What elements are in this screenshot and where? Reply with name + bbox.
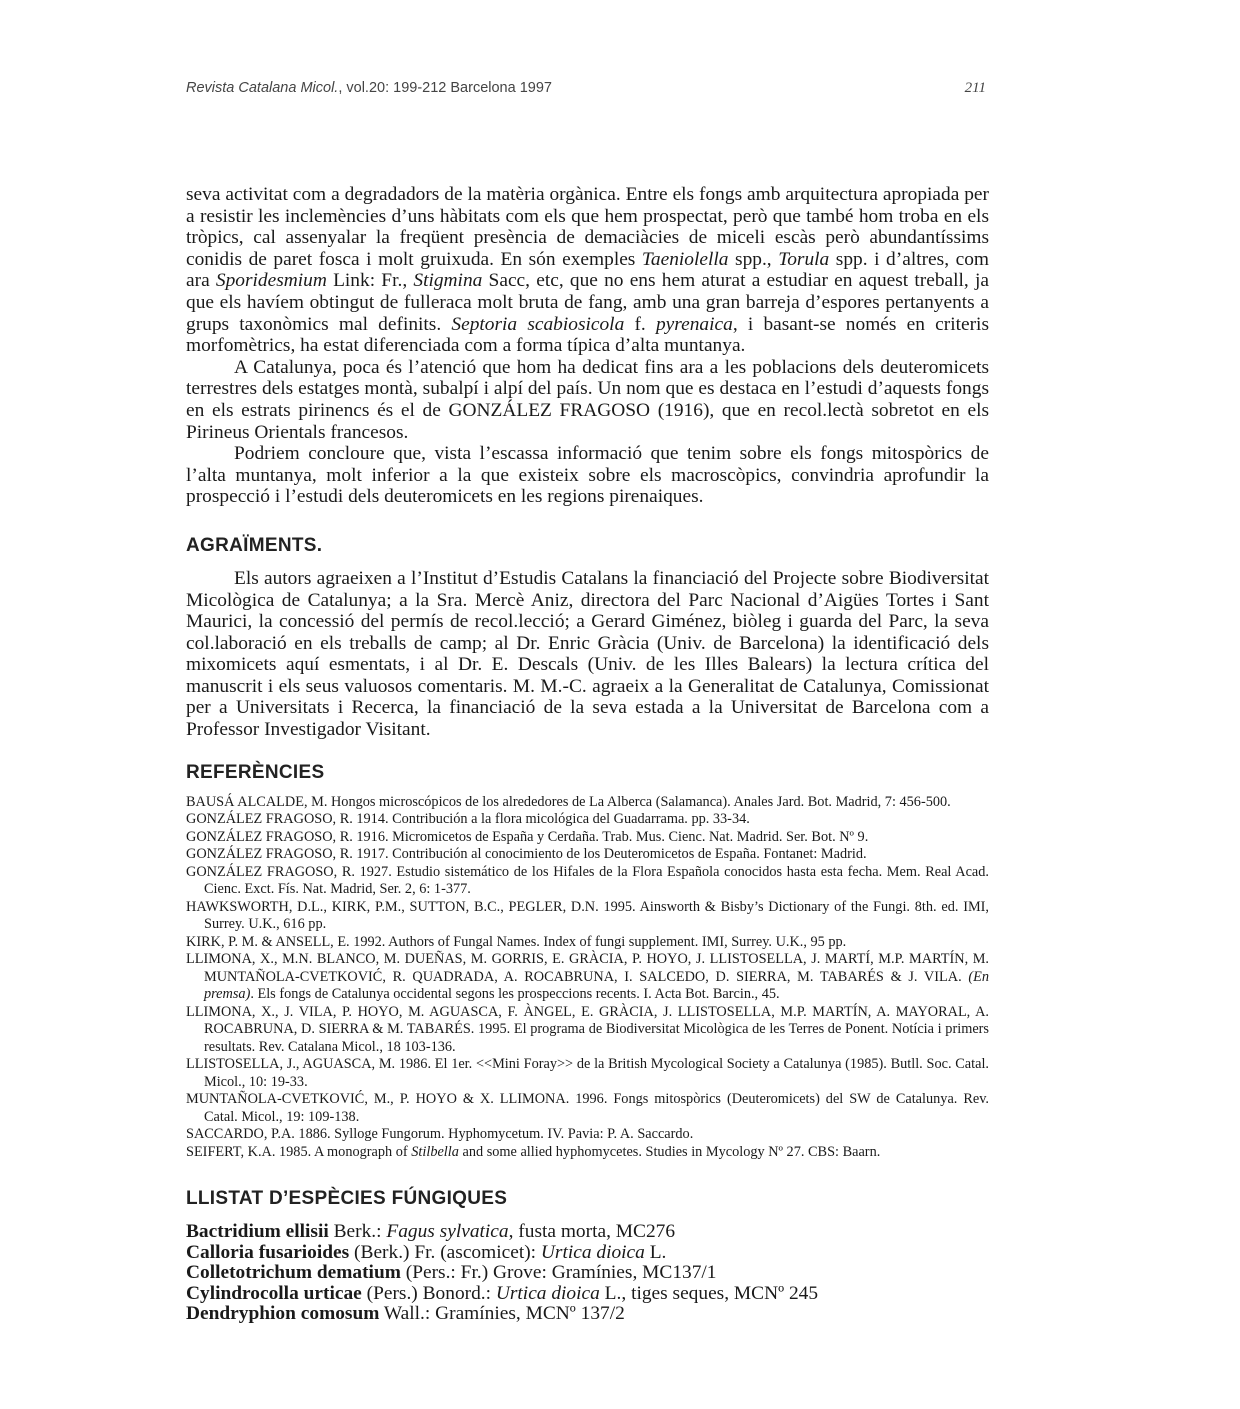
journal-details: , vol.20: 199-212 Barcelona 1997 [338, 80, 552, 96]
page-number: 211 [964, 80, 986, 96]
italic-text: Urtica dioica [495, 1282, 600, 1304]
reference-item: LLIMONA, X., M.N. BLANCO, M. DUEÑAS, M. GORRIS, E. GRÀCIA, P. HOYO, J. LLISTOSELLA, J. MARTÍ, M.P. MARTÍN, M. MUNTAÑOLA-CVETKOVIĆ, R. QUADRADA, A. ROCABRUNA, I. SALCEDO, D. SIERRA, M. TABARÉS & J. VILA. (En premsa). Els fongs de Catalunya occidental segons les prospeccions recents. I. Acta Bot. Barcin., 45. [186, 951, 989, 1003]
reference-item: BAUSÁ ALCALDE, M. Hongos microscópicos de los alrededores de La Alberca (Salamanca). Anales Jard. Bot. Madrid, 7: 456-500. [186, 793, 951, 810]
reference-item: LLISTOSELLA, J., AGUASCA, M. 1986. El 1er. <<Mini Foray>> de la British Mycological Society a Catalunya (1985). Butll. Soc. Catal. Micol., 10: 19-33. [186, 1056, 989, 1090]
body-paragraph-1: seva activitat com a degradadors de la matèria orgànica. Entre els fongs amb arquitectura apropiada per a resistir les inclemències d’uns hàbitats com els que hem prospectat, però que també hom troba en els tròpics, cal assenyalar la freqüent presència de demaciàcies de miceli escàs però abundantíssims conidis de paret fosca i molt gruixuda. En són exemples Taeniolella spp., Torula spp. i d’altres, com ara Sporidesmium Link: Fr., Stigmina Sacc, etc, que no ens hem aturat a estudiar en aquest treball, ja que els havíem obtingut de fulleraca molt bruta de fang, amb una gran barreja d’espores pertanyents a grups taxonòmics mal definits. Septoria scabiosicola f. pyrenaica, i basant-se només en criteris morfomètrics, ha estat diferenciada com a forma típica d’alta muntanya. [186, 184, 989, 357]
journal-name: Revista Catalana Micol. [186, 80, 339, 96]
species-entry: Calloria fusarioides (Berk.) Fr. (ascomicet): Urtica dioica L. [186, 1241, 667, 1263]
running-header [186, 80, 986, 96]
reference-item: GONZÁLEZ FRAGOSO, R. 1927. Estudio sistemático de los Hifales de la Flora Española conocidos hasta esta fecha. Mem. Real Acad. Cienc. Exct. Fís. Nat. Madrid, Ser. 2, 6: 1-377. [186, 863, 989, 898]
species-list [186, 1222, 989, 1325]
italic-text: (En premsa) [204, 968, 989, 1003]
reference-item: LLIMONA, X., J. VILA, P. HOYO, M. AGUASCA, F. ÀNGEL, E. GRÀCIA, J. LLISTOSELLA, M.P. MARTÍN, A. MAYORAL, A. ROCABRUNA, D. SIERRA & M. TABARÉS. 1995. El programa de Biodiversitat Micològica de les Terres de Ponent. Notícia i primers resultats. Rev. Catalana Micol., 18 103-136. [186, 1003, 989, 1055]
article-body [186, 184, 989, 1325]
reference-item: GONZÁLEZ FRAGOSO, R. 1914. Contribución a la flora micológica del Guadarrama. pp. 33-34. [186, 811, 750, 828]
references-list [186, 794, 989, 1162]
reference-item: SACCARDO, P.A. 1886. Sylloge Fungorum. Hyphomycetum. IV. Pavia: P. A. Saccardo. [186, 1126, 694, 1143]
species-name: Colletotrichum dematium [186, 1262, 401, 1284]
species-entry: Bactridium ellisii Berk.: Fagus sylvatica, fusta morta, MC276 [186, 1221, 676, 1243]
italic-text: Torula [778, 248, 830, 270]
acknowledgements-paragraph: Els autors agraeixen a l’Institut d’Estudis Catalans la financiació del Projecte sobre Biodiversitat Micològica de Catalunya; a la Sra. Mercè Aniz, directora del Parc Nacional d’Aigües Tortes i Sant Maurici, la concessió del permís de recol.lecció; a Gerard Giménez, biòleg i guarda del Parc, la seva col.laboració en els treballs de camp; al Dr. Enric Gràcia (Univ. de Barcelona) la identificació dels mixomicets aquí esmentats, i al Dr. E. Descals (Univ. de les Illes Balears) la lectura crítica del manuscrit i els seus valuosos comentaris. M. M.-C. agraeix a la Generalitat de Catalunya, Comissionat per a Universitats i Recerca, la financiació de la seva estada a la Universitat de Barcelona com a Professor Investigador Visitant. [186, 567, 989, 741]
references-heading: REFERÈNCIES [186, 761, 325, 783]
species-entry: Cylindrocolla urticae (Pers.) Bonord.: Urtica dioica L., tiges seques, MCNº 245 [186, 1282, 819, 1304]
reference-item: HAWKSWORTH, D.L., KIRK, P.M., SUTTON, B.C., PEGLER, D.N. 1995. Ainsworth & Bisby’s Dictionary of the Fungi. 8th. ed. IMI, Surrey. U.K., 616 pp. [186, 898, 989, 933]
species-list-heading: LLISTAT D’ESPÈCIES FÚNGIQUES [186, 1188, 508, 1210]
italic-text: Urtica dioica [540, 1241, 645, 1263]
italic-text: Septoria scabiosicola [451, 313, 625, 335]
species-name: Calloria fusarioides [186, 1241, 350, 1263]
species-name: Cylindrocolla urticae [186, 1282, 362, 1304]
italic-text: Taeniolella [641, 248, 729, 270]
italic-text: Stigmina [413, 270, 483, 292]
italic-text: Sporidesmium [215, 270, 327, 292]
acknowledgements-heading: AGRAÏMENTS. [186, 534, 323, 556]
italic-text: pyrenaica [655, 313, 733, 335]
italic-text: Stilbella [411, 1143, 459, 1160]
species-entry: Dendryphion comosum Wall.: Gramínies, MCNº 137/2 [186, 1303, 625, 1325]
reference-item: GONZÁLEZ FRAGOSO, R. 1916. Micromicetos de España y Cerdaña. Trab. Mus. Cienc. Nat. Madrid. Ser. Bot. Nº 9. [186, 828, 869, 845]
reference-item: MUNTAÑOLA-CVETKOVIĆ, M., P. HOYO & X. LLIMONA. 1996. Fongs mitospòrics (Deuteromicets) del SW de Catalunya. Rev. Catal. Micol., 19: 109-138. [186, 1091, 989, 1125]
italic-text: Fagus sylvatica [386, 1221, 509, 1243]
reference-item: GONZÁLEZ FRAGOSO, R. 1917. Contribución al conocimiento de los Deuteromicetos de España. Fontanet: Madrid. [186, 846, 867, 863]
body-paragraph-3: Podriem concloure que, vista l’escassa informació que tenim sobre els fongs mitospòrics de l’alta muntanya, molt inferior a la que existeix sobre els macroscòpics, convindria aprofundir la prospecció i l’estudi dels deuteromicets en les regions pirenaiques. [186, 443, 989, 508]
species-name: Bactridium ellisii [186, 1221, 329, 1243]
reference-item: SEIFERT, K.A. 1985. A monograph of Stilbella and some allied hyphomycetes. Studies in Mycology Nº 27. CBS: Baarn. [186, 1143, 881, 1160]
species-entry: Colletotrichum dematium (Pers.: Fr.) Grove: Gramínies, MC137/1 [186, 1262, 717, 1284]
reference-item: KIRK, P. M. & ANSELL, E. 1992. Authors of Fungal Names. Index of fungi supplement. IMI, Surrey. U.K., 95 pp. [186, 933, 847, 950]
species-name: Dendryphion comosum [186, 1303, 380, 1325]
body-paragraph-2: A Catalunya, poca és l’atenció que hom ha dedicat fins ara a les poblacions dels deuteromicets terrestres dels estatges montà, subalpí i alpí del país. Un nom que es destaca en l’estudi d’aquests fongs en els estrats pirinencs és el de GONZÁLEZ FRAGOSO (1916), que en recol.lectà sobretot en els Pirineus Orientals francesos. [186, 356, 989, 443]
